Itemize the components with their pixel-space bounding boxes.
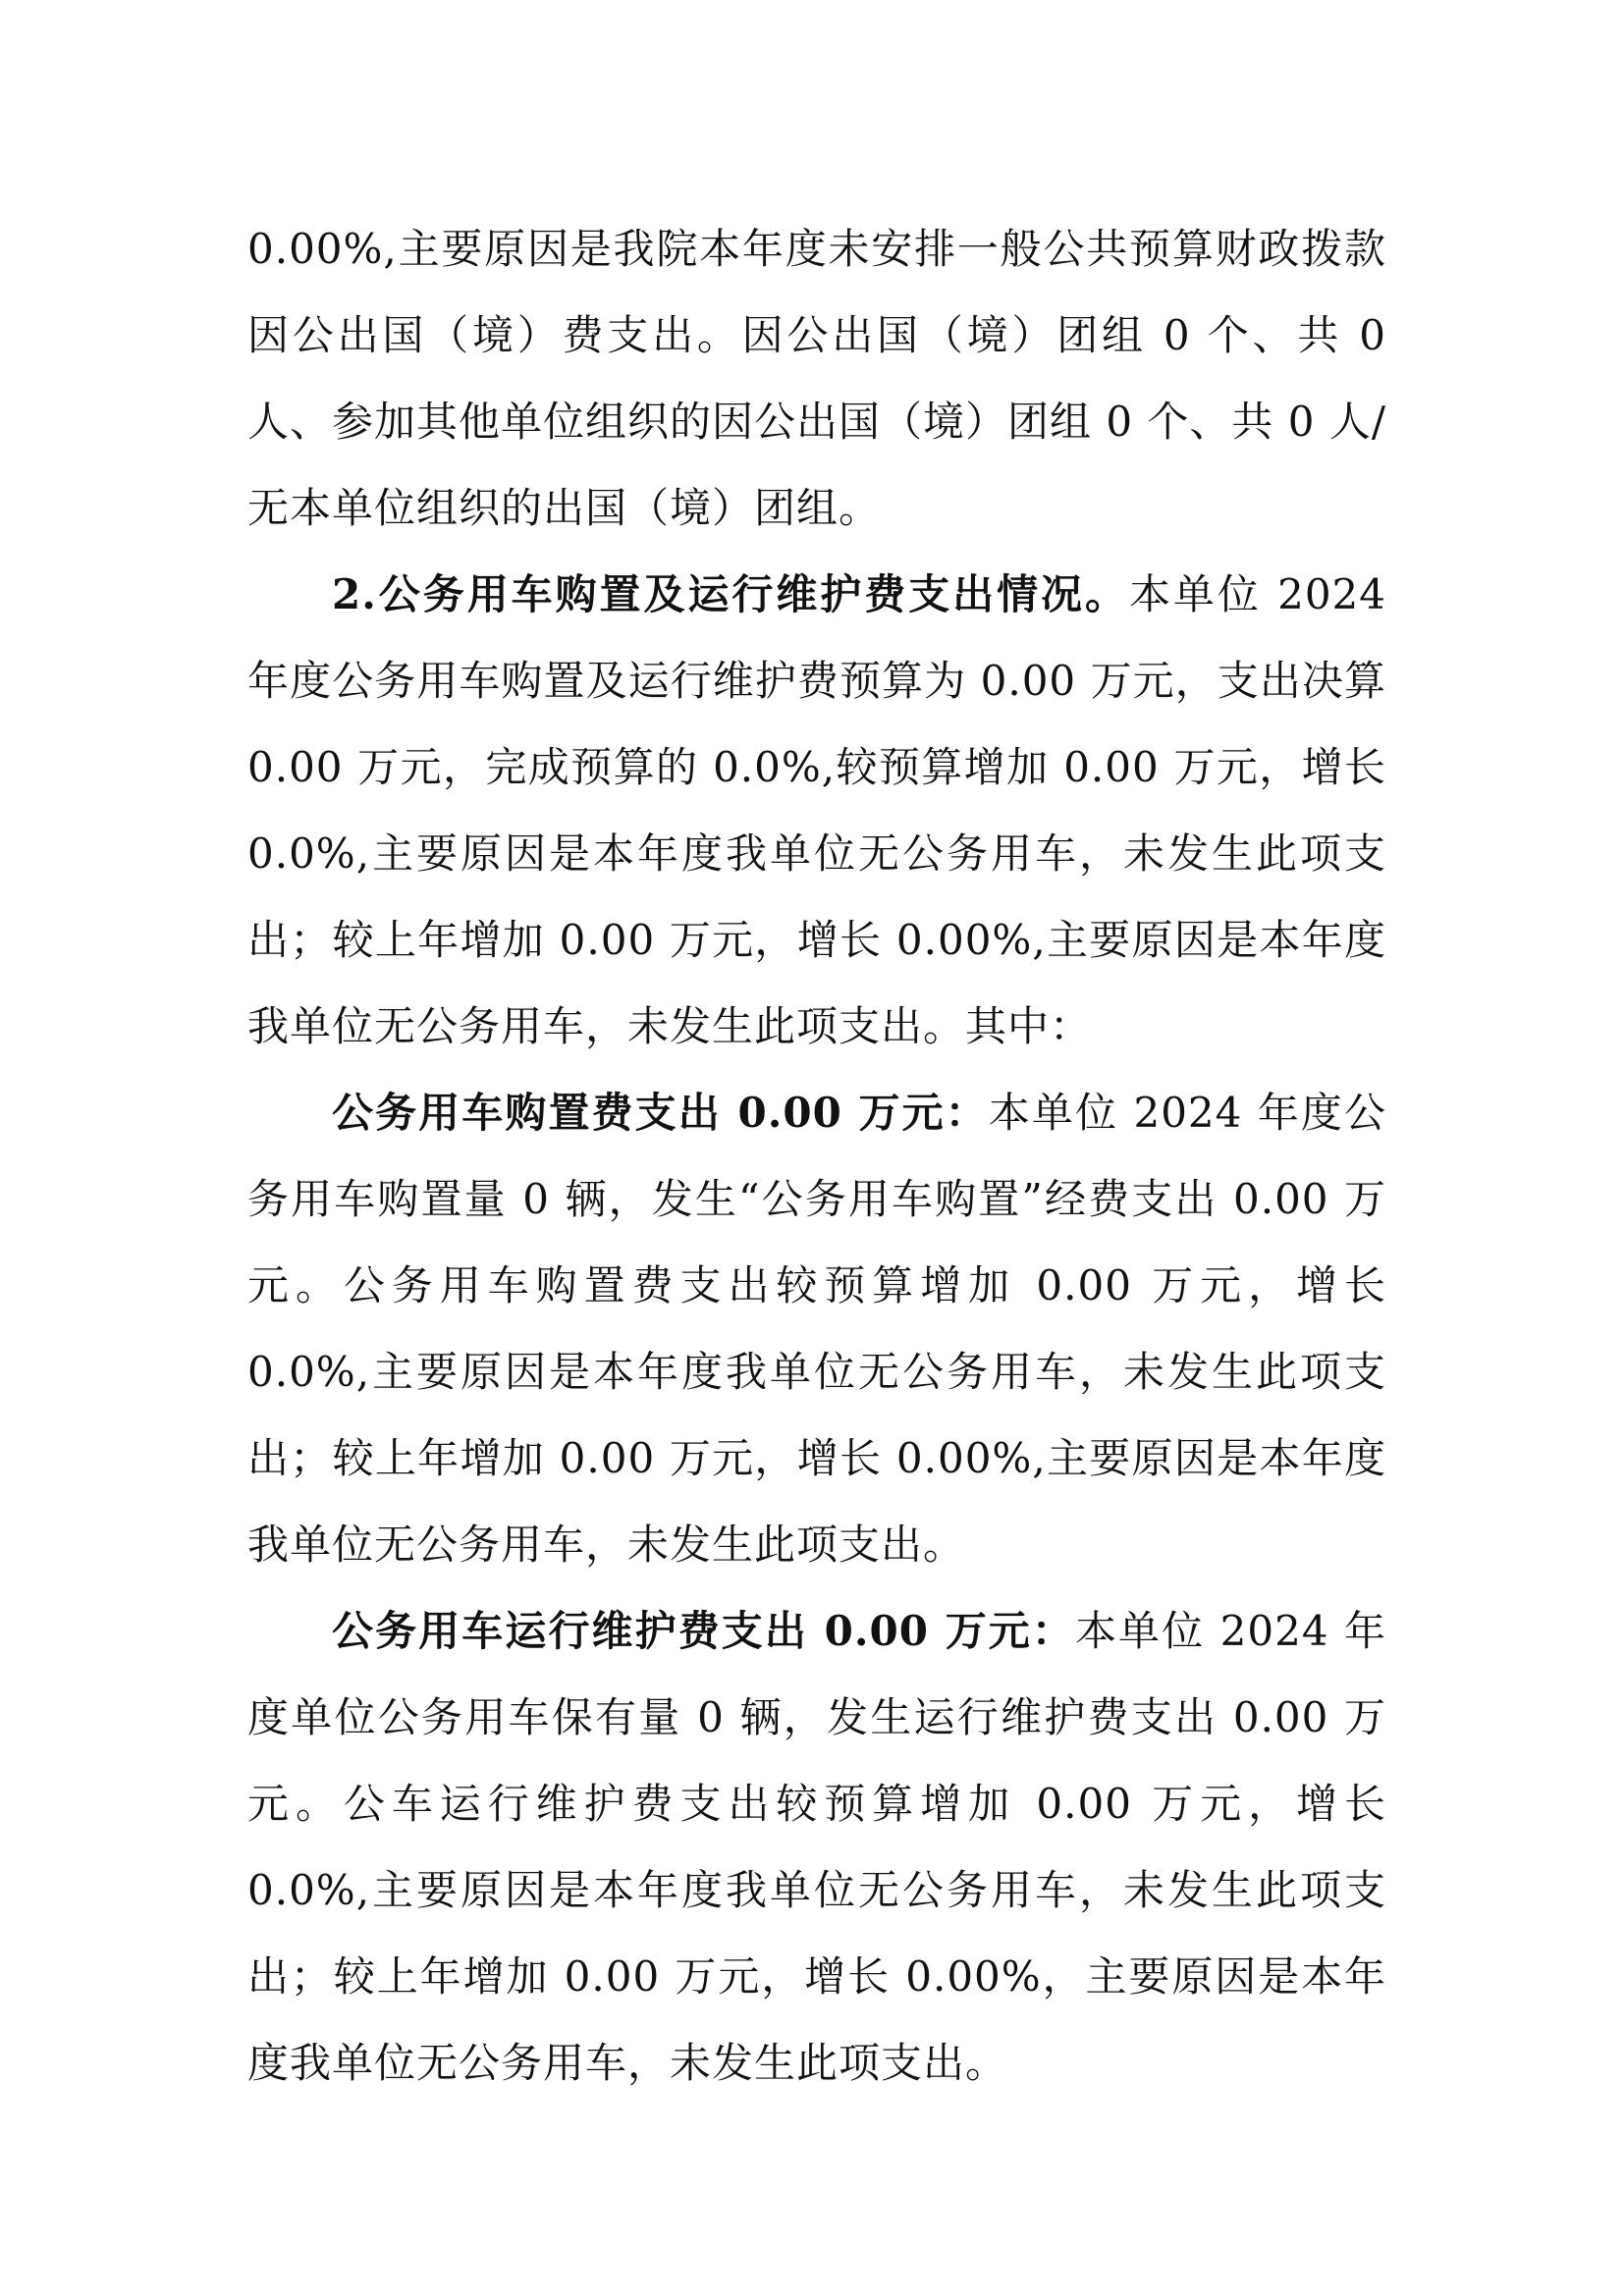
paragraph-text: 0.00%,主要原因是我院本年度未安排一般公共预算财政拨款因公出国（境）费支出。因公出国（境）团组 0 个、共 0 人、参加其他单位组织的因公出国（境）团组 0 个、共 0 人/无本单位组织的出国（境）团组。 — [247, 225, 1386, 532]
paragraph-text: 本单位 2024 年度公务用车购置及运行维护费预算为 0.00 万元，支出决算 0.00 万元，完成预算的 0.0%,较预算增加 0.00 万元，增长 0.0%,主要原因是本年度我单位无公务用车，未发生此项支出；较上年增加 0.00 万元，增长 0.00%,主要原因是本年度我单位无公务用车，未发生此项支出。其中： — [247, 570, 1386, 1050]
paragraph-official-vehicles — [247, 552, 1386, 1070]
paragraph-text: 本单位 2024 年度单位公务用车保有量 0 辆，发生运行维护费支出 0.00 万元。公车运行维护费支出较预算增加 0.00 万元，增长 0.0%,主要原因是本年度我单位无公务用车，未发生此项支出；较上年增加 0.00 万元，增长 0.00%，主要原因是本年度我单位无公务用车，未发生此项支出。 — [247, 1607, 1386, 2087]
section-heading: 2.公务用车购置及运行维护费支出情况。 — [332, 570, 1129, 618]
subsection-heading: 公务用车运行维护费支出 0.00 万元： — [332, 1607, 1075, 1655]
subsection-heading: 公务用车购置费支出 0.00 万元： — [332, 1089, 989, 1137]
document-page — [247, 206, 1386, 2107]
paragraph-text: 本单位 2024 年度公务用车购置量 0 辆，发生“公务用车购置”经费支出 0.00 万元。公务用车购置费支出较预算增加 0.00 万元，增长 0.0%,主要原因是本年度我单位无公务用车，未发生此项支出；较上年增加 0.00 万元，增长 0.00%,主要原因是本年度我单位无公务用车，未发生此项支出。 — [247, 1089, 1386, 1569]
paragraph-overseas-travel — [247, 206, 1386, 552]
paragraph-vehicle-maintenance — [247, 1588, 1386, 2107]
paragraph-vehicle-purchase — [247, 1070, 1386, 1588]
